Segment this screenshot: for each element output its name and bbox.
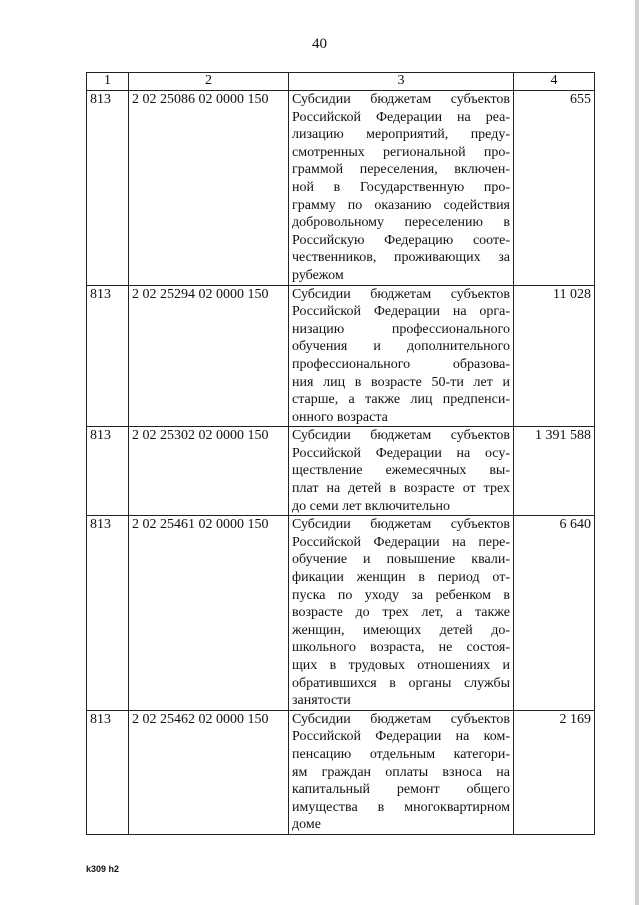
description-line: фикации женщин в период от-: [292, 570, 510, 586]
amount-cell: 6 640: [514, 516, 595, 711]
document-code: k309 h2: [86, 864, 120, 874]
description-cell: [289, 427, 514, 516]
description-line: Российской Федерации на ком-: [292, 729, 510, 745]
description-line: занятости: [292, 693, 351, 709]
description-cell: [289, 516, 514, 711]
description-line: Российской Федерации на реа-: [292, 109, 510, 125]
description-cell: [289, 91, 514, 286]
description-line: ной в Государственную про-: [292, 179, 510, 195]
budget-classification-code-cell: 2 02 25302 02 0000 150: [129, 427, 289, 516]
description-line: Российской Федерации на пере-: [292, 534, 510, 550]
description-line: грамму по оказанию содействия: [292, 197, 510, 213]
page-number: 40: [312, 36, 327, 52]
description-line: щих в трудовых отношениях и: [292, 658, 510, 673]
description-line: ям граждан оплаты взноса на: [292, 764, 510, 780]
description-line: капитальный ремонт общего: [292, 782, 510, 798]
table-header-row: [87, 73, 595, 91]
table-row: [87, 427, 595, 516]
amount-cell: 11 028: [514, 285, 595, 427]
description-line: пенсацию отдельным категори-: [292, 746, 510, 762]
description-line: Субсидии бюджетам субъектов: [292, 711, 510, 727]
description-line: обучения и дополнительного: [292, 339, 510, 355]
budget-classification-code-cell: 2 02 25294 02 0000 150: [129, 285, 289, 427]
table-body: [87, 91, 595, 835]
description-line: Субсидии бюджетам субъектов: [292, 428, 510, 444]
scan-edge: [635, 0, 639, 905]
description-line: лизацию мероприятий, преду-: [292, 127, 510, 143]
description-line: ществление ежемесячных вы-: [292, 463, 510, 479]
table-row: [87, 285, 595, 427]
description-line: имущества в многоквартирном: [292, 799, 510, 815]
description-line: обратившихся в органы службы: [292, 675, 510, 691]
budget-classification-code-cell: 2 02 25461 02 0000 150: [129, 516, 289, 711]
description-line: плат на детей в возрасте от трех: [292, 481, 510, 497]
description-line: добровольному переселению в: [292, 215, 510, 231]
description-line: рубежом: [292, 267, 344, 283]
description-line: школьного возраста, не состоя-: [292, 640, 510, 656]
description-line: онного возраста: [292, 409, 388, 425]
description-line: ния лиц в возрасте 50-ти лет и: [292, 374, 510, 390]
description-cell: [289, 710, 514, 834]
description-line: Российской Федерации на орга-: [292, 304, 510, 320]
description-cell: [289, 285, 514, 427]
column-header-3: 3: [289, 73, 514, 91]
amount-cell: 1 391 588: [514, 427, 595, 516]
admin-code-cell: 813: [87, 427, 129, 516]
description-line: пуска по уходу за ребенком в: [292, 587, 510, 603]
admin-code-cell: 813: [87, 91, 129, 286]
amount-cell: 2 169: [514, 710, 595, 834]
description-line: чественников, проживающих за: [292, 250, 510, 266]
column-header-1: 1: [87, 73, 129, 91]
table-row: [87, 516, 595, 711]
description-line: Субсидии бюджетам субъектов: [292, 92, 510, 107]
budget-classification-code-cell: 2 02 25462 02 0000 150: [129, 710, 289, 834]
budget-table: [86, 72, 595, 835]
description-line: Российской Федерации на осу-: [292, 445, 510, 461]
description-line: профессионального образова-: [292, 356, 510, 372]
description-line: смотренных региональной про-: [292, 144, 510, 160]
description-line: женщин, имеющих детей до-: [292, 622, 510, 638]
amount-cell: 655: [514, 91, 595, 286]
admin-code-cell: 813: [87, 710, 129, 834]
admin-code-cell: 813: [87, 285, 129, 427]
description-line: Российскую Федерацию сооте-: [292, 232, 510, 248]
description-line: низацию профессионального: [292, 321, 510, 337]
column-header-2: 2: [129, 73, 289, 91]
description-line: граммой переселения, включен-: [292, 162, 510, 178]
description-line: Субсидии бюджетам субъектов: [292, 286, 510, 302]
table-row: [87, 91, 595, 286]
admin-code-cell: 813: [87, 516, 129, 711]
description-line: доме: [292, 817, 321, 833]
description-line: Субсидии бюджетам субъектов: [292, 517, 510, 533]
budget-classification-code-cell: 2 02 25086 02 0000 150: [129, 91, 289, 286]
column-header-4: 4: [514, 73, 595, 91]
description-line: до семи лет включительно: [292, 498, 450, 514]
description-line: старше, а также лиц предпенси-: [292, 392, 510, 408]
description-line: возрасте до трех лет, а также: [292, 605, 510, 621]
table-row: [87, 710, 595, 834]
description-line: обучение и повышение квали-: [292, 552, 510, 568]
